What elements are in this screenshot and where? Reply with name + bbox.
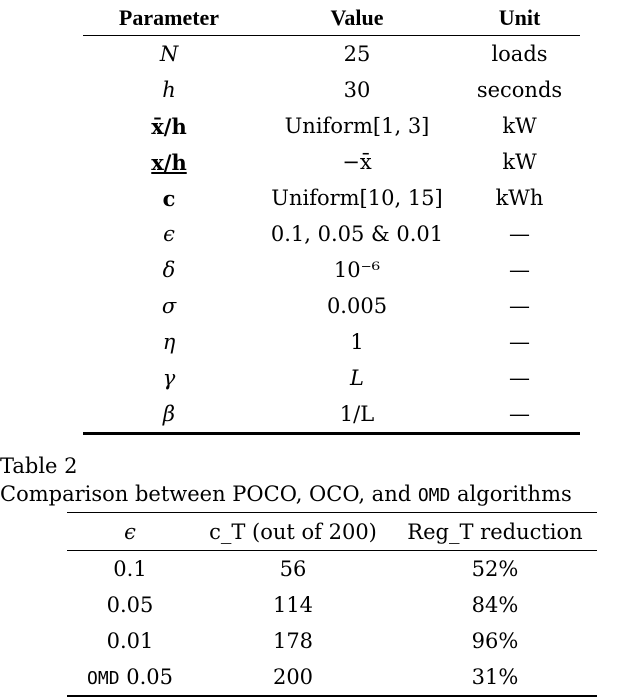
table-row	[67, 551, 597, 588]
param-cell: N	[159, 42, 179, 66]
ct-cell: 200	[272, 665, 314, 689]
table-row	[67, 659, 597, 696]
param-cell: ϵ	[163, 222, 175, 246]
epsilon-cell	[67, 659, 193, 696]
value-cell: L	[350, 366, 364, 390]
caption-code: OMD	[417, 485, 451, 506]
header-parameter: Parameter	[118, 4, 220, 30]
table-row	[83, 360, 580, 396]
unit-cell: kW	[502, 114, 537, 138]
unit-cell: —	[509, 258, 530, 282]
epsilon-cell: 0.05	[106, 593, 154, 617]
unit-cell: —	[509, 330, 530, 354]
table-caption-label: Table 2	[0, 454, 78, 478]
value-cell: 1/L	[339, 402, 375, 426]
comparison-table	[67, 512, 597, 697]
param-cell: h	[162, 78, 176, 102]
value-cell: Uniform[10, 15]	[271, 186, 443, 210]
ct-cell: 178	[272, 629, 314, 653]
table-row	[83, 36, 580, 73]
unit-cell: —	[509, 366, 530, 390]
table-row	[67, 587, 597, 623]
table-caption-text	[0, 481, 572, 509]
table-row	[83, 216, 580, 252]
header-unit: Unit	[498, 4, 541, 30]
epsilon-cell: 0.01	[106, 629, 154, 653]
value-cell: 25	[343, 42, 371, 66]
epsilon-cell: 0.1	[113, 557, 147, 581]
param-cell: x/h	[151, 149, 187, 175]
value-cell: 0.1, 0.05 & 0.01	[270, 222, 444, 246]
value-cell: 10⁻⁶	[333, 258, 381, 282]
value-cell: 0.005	[326, 294, 388, 318]
caption-text-suffix: algorithms	[450, 482, 572, 506]
value-cell: 1	[350, 330, 364, 354]
omd-code: OMD	[87, 668, 120, 689]
unit-cell: —	[509, 402, 530, 426]
table-row	[83, 288, 580, 324]
unit-cell: kW	[502, 150, 537, 174]
reg-cell: 31%	[471, 665, 519, 689]
caption-text-prefix: Comparison between POCO, OCO, and	[0, 482, 418, 506]
header-epsilon: ϵ	[124, 519, 136, 544]
param-cell: η	[162, 330, 176, 354]
epsilon-value: 0.05	[126, 665, 173, 689]
table-row	[83, 396, 580, 434]
unit-cell: loads	[491, 42, 548, 66]
table-row	[83, 108, 580, 144]
param-cell: x̄/h	[151, 113, 187, 139]
header-value: Value	[330, 4, 384, 30]
value-cell: Uniform[1, 3]	[284, 114, 430, 138]
table-row	[83, 72, 580, 108]
unit-cell: seconds	[476, 78, 563, 102]
unit-cell: kWh	[495, 186, 544, 210]
reg-cell: 96%	[471, 629, 519, 653]
table-row	[83, 180, 580, 216]
table-header-row	[67, 513, 597, 551]
param-cell: γ	[162, 366, 176, 390]
value-cell: −x̄	[342, 150, 372, 174]
parameter-table	[83, 0, 580, 435]
param-cell: β	[162, 402, 176, 426]
reg-cell: 52%	[471, 557, 519, 581]
unit-cell: —	[509, 294, 530, 318]
value-cell: 30	[343, 78, 371, 102]
reg-cell: 84%	[471, 593, 519, 617]
ct-cell: 56	[279, 557, 307, 581]
table-row	[83, 144, 580, 180]
param-cell: σ	[161, 294, 177, 318]
unit-cell: —	[509, 222, 530, 246]
param-cell: δ	[162, 258, 176, 282]
table-row	[83, 252, 580, 288]
header-ct: c_T (out of 200)	[209, 519, 377, 544]
ct-cell: 114	[272, 593, 314, 617]
header-reg-reduction: Reg_T reduction	[407, 519, 583, 544]
table-row	[67, 623, 597, 659]
table-header-row	[83, 0, 580, 36]
table-row	[83, 324, 580, 360]
param-cell: c	[162, 185, 176, 211]
